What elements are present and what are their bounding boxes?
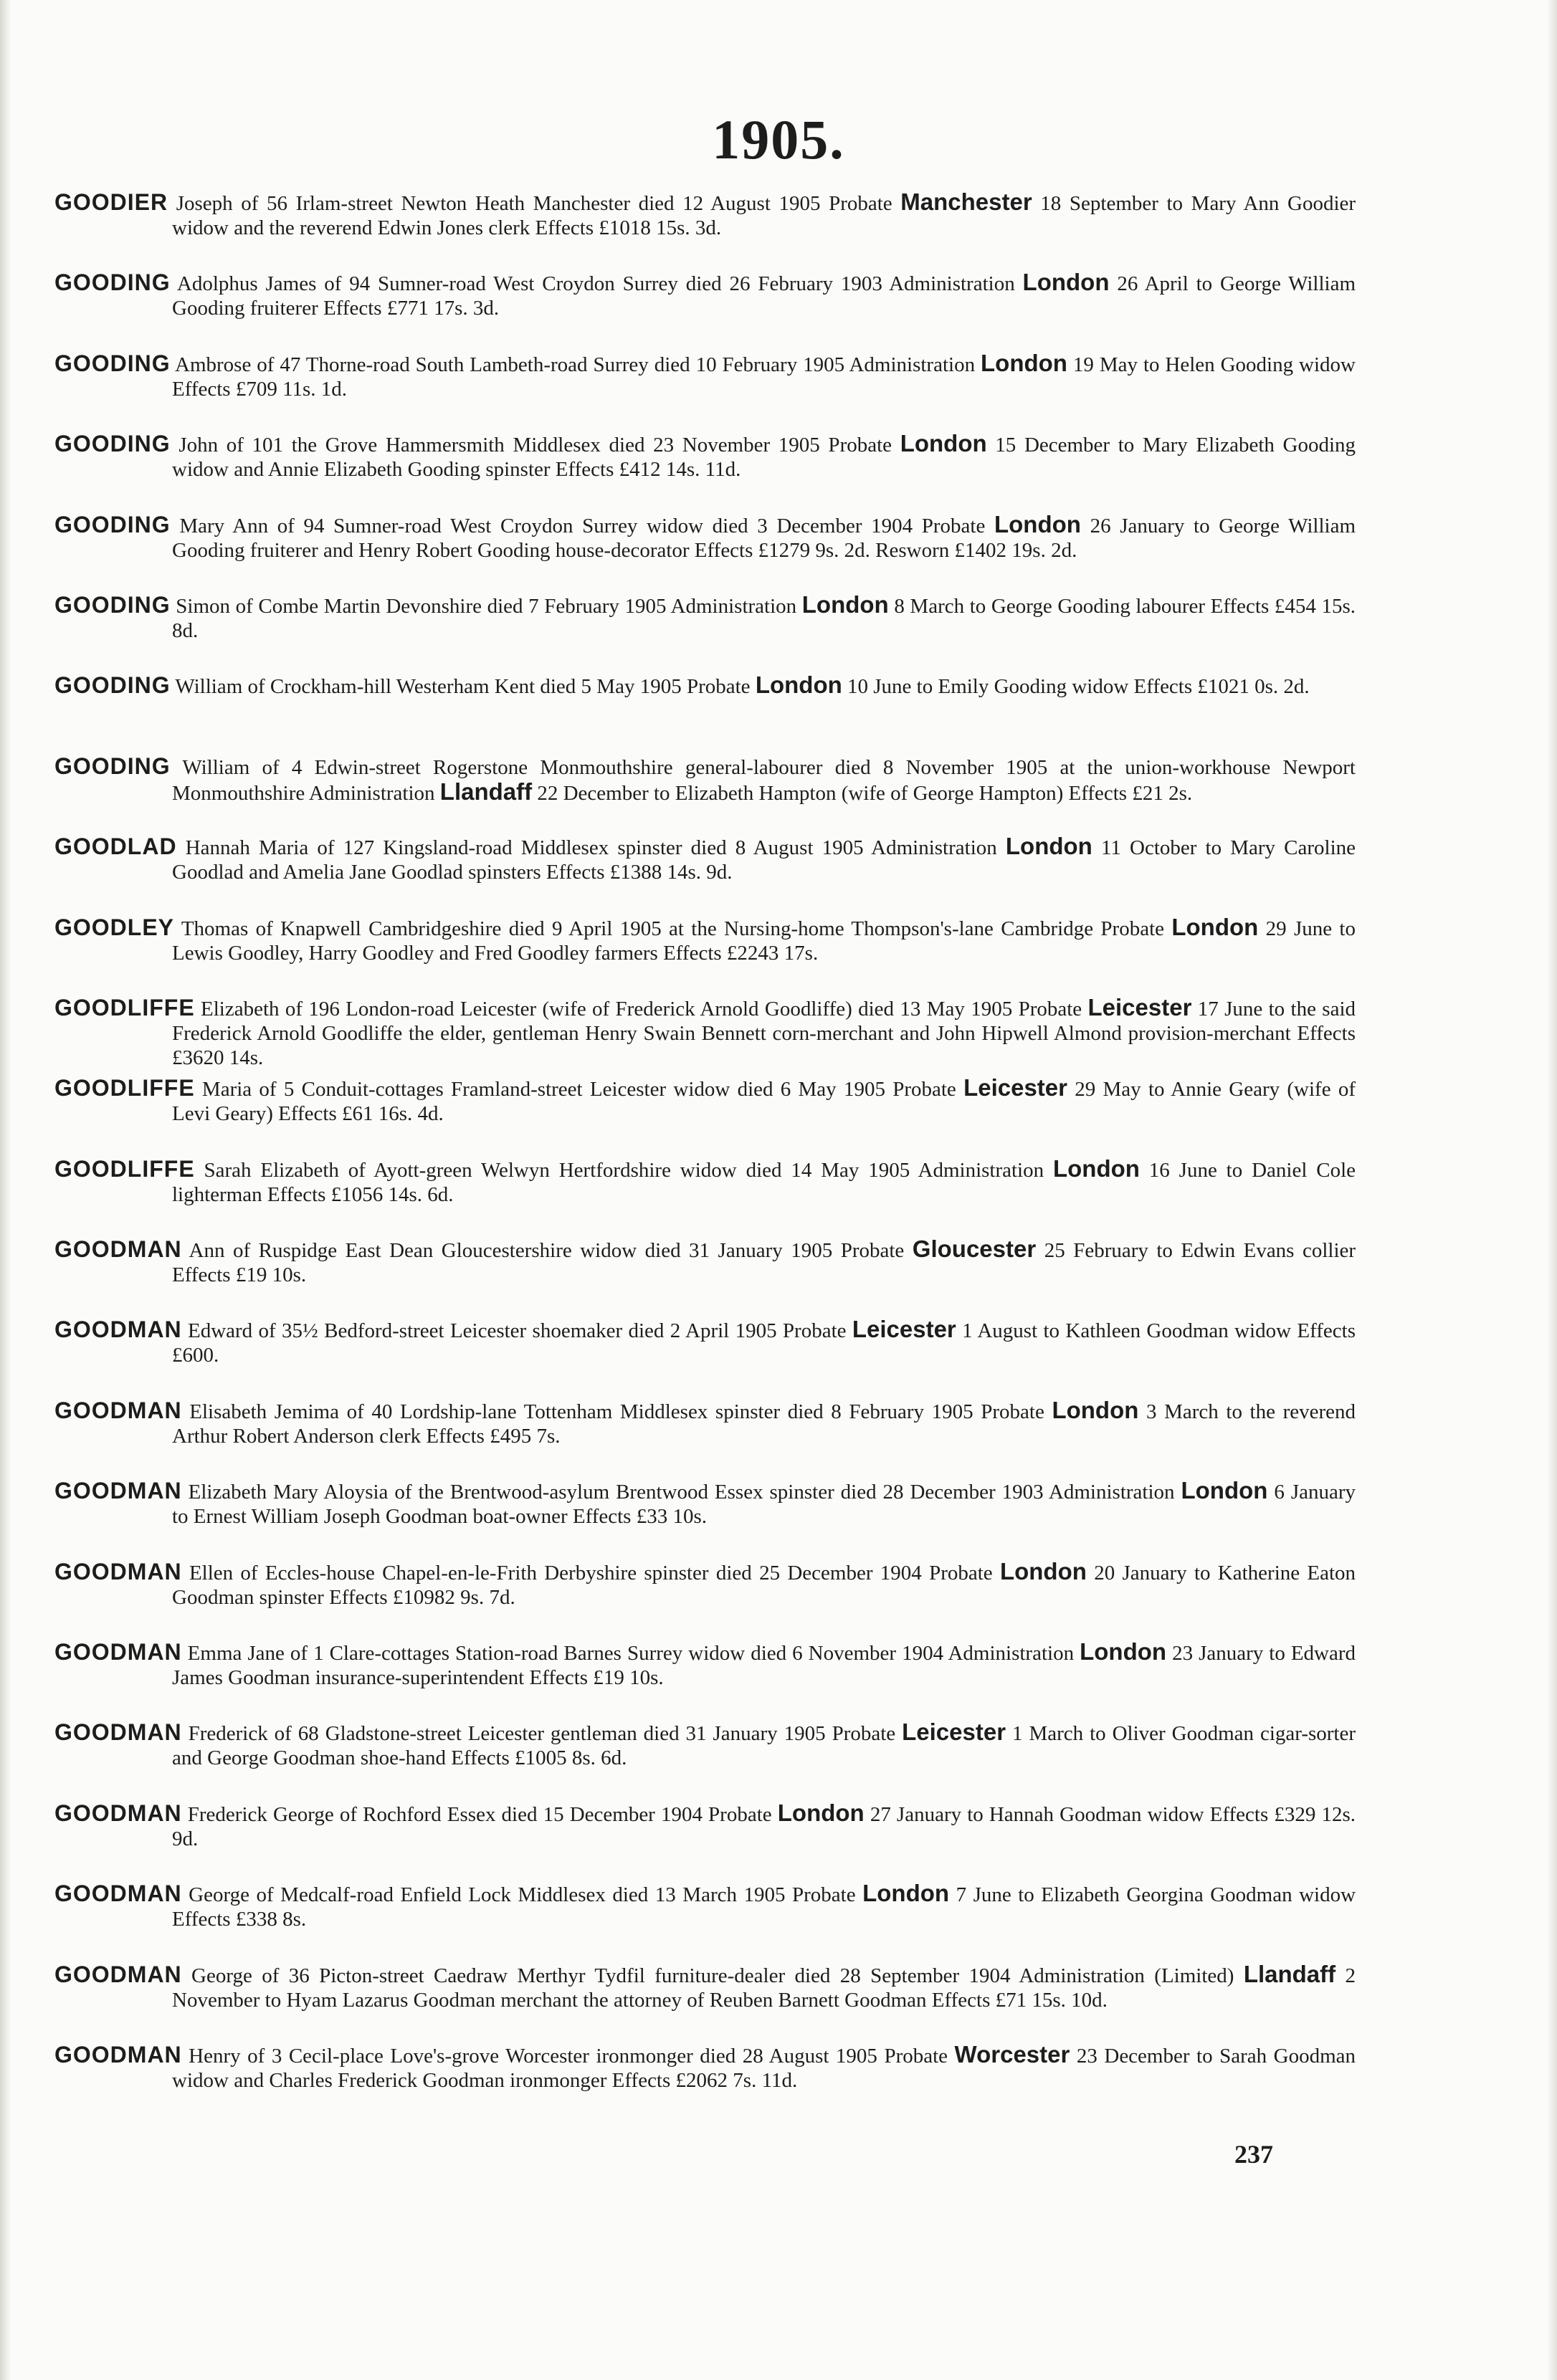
entry-grant-details: 18 September to Mary Ann Goodier widow and the reverend Edwin Jones clerk Effects £1018 15s. 3d. <box>172 192 1356 239</box>
entry-details: Elisabeth Jemima of 40 Lordship-lane Tottenham Middlesex spinster died 8 February 1905 Probate <box>189 1400 1044 1423</box>
entry-grant-details: 7 June to Elizabeth Georgina Goodman widow Effects £338 8s. <box>172 1883 1356 1931</box>
probate-entry-text <box>54 834 1356 884</box>
entry-details: William of 4 Edwin-street Rogerstone Monmouthshire general-labourer died 8 November 1905 at the union-workhouse Newport Monmouthshire Administration <box>172 755 1356 805</box>
probate-entry <box>54 1157 1356 1237</box>
entry-surname: GOODMAN <box>54 1478 182 1504</box>
entry-surname: GOODMAN <box>54 1961 182 1987</box>
entry-details: Thomas of Knapwell Cambridgeshire died 9 April 1905 at the Nursing-home Thompson's-lane Cambridge Probate <box>181 917 1165 940</box>
probate-entry-text <box>54 1962 1356 2012</box>
entry-details: George of 36 Picton-street Caedraw Merthyr Tydfil furniture-dealer died 28 September 1904 Administration (Limited) <box>191 1964 1234 1987</box>
probate-entry-text <box>54 1317 1356 1367</box>
entry-surname: GOODMAN <box>54 1719 182 1746</box>
entry-surname: GOODMAN <box>54 1639 182 1665</box>
probate-entry-text <box>54 351 1356 401</box>
entry-registry: London <box>981 349 1067 376</box>
entry-registry: London <box>999 1557 1087 1585</box>
page-edge-shadow-right <box>1547 0 1557 2380</box>
probate-entry-text <box>54 593 1356 643</box>
probate-entry-text <box>54 754 1356 806</box>
probate-entry-text <box>54 915 1356 965</box>
entry-grant-details: 11 October to Mary Caroline Goodlad and Amelia Jane Goodlad spinsters Effects £1388 14s. 9d. <box>172 836 1356 884</box>
probate-entry-text <box>54 1801 1356 1851</box>
probate-entry-text <box>54 1640 1356 1690</box>
probate-entry-text <box>54 1076 1356 1126</box>
entry-details: Sarah Elizabeth of Ayott-green Welwyn Hertfordshire widow died 14 May 1905 Administration <box>204 1158 1044 1182</box>
probate-entry-text <box>54 1478 1356 1529</box>
probate-entry <box>54 915 1356 995</box>
entry-details: William of Crockham-hill Westerham Kent died 5 May 1905 Probate <box>175 675 751 699</box>
probate-entry <box>54 512 1356 593</box>
entry-registry: London <box>777 1799 865 1826</box>
page-edge-shadow-left <box>0 0 11 2380</box>
entry-registry: London <box>1005 833 1092 860</box>
entry-grant-details: 27 January to Hannah Goodman widow Effects £329 12s. 9d. <box>172 1802 1356 1850</box>
probate-entry <box>54 1237 1356 1317</box>
entry-grant-details: 25 February to Edwin Evans collier Effects £19 10s. <box>172 1239 1356 1287</box>
entry-grant-details: 22 December to Elizabeth Hampton (wife of George Hampton) Effects £21 2s. <box>537 781 1193 805</box>
entry-registry: Worcester <box>954 2040 1070 2068</box>
entry-surname: GOODLIFFE <box>54 1075 195 1101</box>
probate-entry <box>54 1478 1356 1559</box>
probate-entry <box>54 754 1356 834</box>
probate-entry-text <box>54 995 1356 1070</box>
entry-surname: GOODMAN <box>54 1880 182 1907</box>
entry-grant-details: 16 June to Daniel Cole lighterman Effects £1056 14s. 6d. <box>172 1158 1356 1206</box>
entry-registry: Leicester <box>852 1316 956 1343</box>
entry-registry: Llandaff <box>439 778 533 805</box>
entry-registry: Leicester <box>1087 993 1192 1021</box>
probate-entry <box>54 270 1356 350</box>
entry-registry: Gloucester <box>912 1236 1037 1263</box>
probate-entry <box>54 1881 1356 1961</box>
probate-entry-text <box>54 1398 1356 1448</box>
entry-details: Ellen of Eccles-house Chapel-en-le-Frith Derbyshire spinster died 25 December 1904 Probate <box>189 1561 993 1585</box>
entry-surname: GOODING <box>54 350 171 376</box>
entry-surname: GOODLEY <box>54 914 175 940</box>
entry-registry: London <box>755 672 842 699</box>
page-year-heading: 1905. <box>712 108 845 171</box>
entry-grant-details: 20 January to Katherine Eaton Goodman spinster Effects £10982 9s. 7d. <box>172 1561 1356 1609</box>
entry-registry: London <box>1080 1638 1167 1665</box>
probate-entry <box>54 1317 1356 1397</box>
entry-surname: GOODMAN <box>54 1316 182 1343</box>
entry-surname: GOODMAN <box>54 1236 182 1263</box>
entry-surname: GOODLIFFE <box>54 1155 195 1182</box>
entry-surname: GOODING <box>54 269 171 296</box>
entry-details: Ambrose of 47 Thorne-road South Lambeth-road Surrey died 10 February 1905 Administration <box>175 353 976 376</box>
probate-entry-text <box>54 1881 1356 1931</box>
probate-entry-text <box>54 1237 1356 1287</box>
entry-details: Emma Jane of 1 Clare-cottages Station-road Barnes Surrey widow died 6 November 1904 Administration <box>187 1642 1075 1665</box>
entry-details: Frederick of 68 Gladstone-street Leicester gentleman died 31 January 1905 Probate <box>188 1722 896 1746</box>
entry-grant-details: 29 May to Annie Geary (wife of Levi Geary) Effects £61 16s. 4d. <box>172 1078 1356 1126</box>
entry-registry: London <box>862 1880 950 1907</box>
entry-details: Ann of Ruspidge East Dean Gloucestershire widow died 31 January 1905 Probate <box>189 1239 905 1263</box>
entry-grant-details: 2 November to Hyam Lazarus Goodman merchant the attorney of Reuben Barnett Goodman Effects £71 15s. 10d. <box>172 1964 1356 2012</box>
entry-surname: GOODMAN <box>54 1558 182 1585</box>
probate-entry-text <box>54 190 1356 240</box>
entry-surname: GOODING <box>54 752 171 779</box>
entry-grant-details: 26 January to George William Gooding fruiterer and Henry Robert Gooding house-decorator Effects £1279 9s. 2d. Resworn £1402 19s. 2d. <box>172 514 1356 562</box>
page-number: 237 <box>1234 2140 1273 2169</box>
probate-entry <box>54 190 1356 270</box>
entry-surname: GOODING <box>54 591 171 618</box>
entry-details: Mary Ann of 94 Sumner-road West Croydon Surrey widow died 3 December 1904 Probate <box>179 514 986 537</box>
entry-registry: London <box>1052 1155 1140 1182</box>
entry-details: Joseph of 56 Irlam-street Newton Heath Manchester died 12 August 1905 Probate <box>176 192 892 215</box>
probate-entry <box>54 995 1356 1076</box>
entry-surname: GOODING <box>54 431 171 457</box>
entry-grant-details: 17 June to the said Frederick Arnold Goodliffe the elder, gentleman Henry Swain Bennett corn-merchant and John Hipwell Almond provision-merchant Effects £3620 14s. <box>172 997 1356 1069</box>
probate-entry <box>54 1076 1356 1156</box>
entry-grant-details: 19 May to Helen Gooding widow Effects £709 11s. 1d. <box>172 353 1356 401</box>
entry-surname: GOODLAD <box>54 833 177 860</box>
probate-entry-text <box>54 1157 1356 1207</box>
entry-registry: London <box>1171 913 1259 940</box>
probate-entry-text <box>54 431 1356 482</box>
entry-grant-details: 1 March to Oliver Goodman cigar-sorter and George Goodman shoe-hand Effects £1005 8s. 6d. <box>172 1722 1356 1770</box>
probate-entry <box>54 1962 1356 2042</box>
entry-registry: London <box>1052 1396 1139 1423</box>
entry-surname: GOODIER <box>54 189 168 215</box>
entry-surname: GOODLIFFE <box>54 994 195 1021</box>
probate-entry <box>54 431 1356 512</box>
probate-entry <box>54 1398 1356 1478</box>
entry-details: Adolphus James of 94 Sumner-road West Croydon Surrey died 26 February 1903 Administration <box>176 272 1015 296</box>
probate-entry-text <box>54 270 1356 320</box>
entry-registry: London <box>900 430 987 457</box>
probate-entry <box>54 1559 1356 1640</box>
entry-registry: Leicester <box>963 1074 1067 1101</box>
probate-entry <box>54 351 1356 431</box>
probate-entry-text <box>54 1559 1356 1610</box>
entry-grant-details: 10 June to Emily Gooding widow Effects £1021 0s. 2d. <box>847 675 1310 699</box>
probate-entry <box>54 593 1356 673</box>
probate-entry <box>54 2042 1356 2123</box>
entry-grant-details: 29 June to Lewis Goodley, Harry Goodley and Fred Goodley farmers Effects £2243 17s. <box>172 917 1356 965</box>
entry-registry: London <box>1181 1477 1268 1504</box>
entry-registry: London <box>994 510 1081 537</box>
entry-details: George of Medcalf-road Enfield Lock Middlesex died 13 March 1905 Probate <box>189 1883 856 1907</box>
probate-entry-text <box>54 512 1356 563</box>
entry-details: Frederick George of Rochford Essex died 15 December 1904 Probate <box>187 1802 772 1826</box>
entry-registry: London <box>801 591 889 618</box>
entry-surname: GOODMAN <box>54 1397 182 1423</box>
entry-grant-details: 23 January to Edward James Goodman insurance-superintendent Effects £19 10s. <box>172 1642 1356 1690</box>
probate-entry <box>54 673 1356 753</box>
entry-registry: Manchester <box>900 188 1032 215</box>
entry-details: Elizabeth Mary Aloysia of the Brentwood-asylum Brentwood Essex spinster died 28 December 1903 Administration <box>188 1481 1175 1504</box>
entry-grant-details: 23 December to Sarah Goodman widow and Charles Frederick Goodman ironmonger Effects £2062 7s. 11d. <box>172 2044 1356 2092</box>
probate-entry-list <box>54 190 1356 2123</box>
entry-grant-details: 8 March to George Gooding labourer Effects £454 15s. 8d. <box>172 594 1356 642</box>
entry-grant-details: 6 January to Ernest William Joseph Goodman boat-owner Effects £33 10s. <box>172 1481 1356 1529</box>
entry-details: John of 101 the Grove Hammersmith Middlesex died 23 November 1905 Probate <box>178 434 892 457</box>
entry-surname: GOODMAN <box>54 2041 182 2068</box>
probate-entry-text <box>54 1720 1356 1770</box>
entry-grant-details: 1 August to Kathleen Goodman widow Effects £600. <box>172 1319 1356 1367</box>
entry-surname: GOODMAN <box>54 1800 182 1826</box>
entry-surname: GOODING <box>54 511 171 537</box>
entry-details: Maria of 5 Conduit-cottages Framland-street Leicester widow died 6 May 1905 Probate <box>201 1078 956 1101</box>
probate-entry <box>54 834 1356 914</box>
entry-surname: GOODING <box>54 672 171 699</box>
probate-entry-text <box>54 673 1356 699</box>
entry-details: Henry of 3 Cecil-place Love's-grove Worcester ironmonger died 28 August 1905 Probate <box>189 2044 948 2068</box>
entry-registry: Leicester <box>902 1719 1006 1746</box>
probate-entry <box>54 1720 1356 1800</box>
entry-grant-details: 26 April to George William Gooding fruiterer Effects £771 17s. 3d. <box>172 272 1356 320</box>
probate-entry <box>54 1640 1356 1720</box>
probate-entry <box>54 1801 1356 1881</box>
entry-details: Simon of Combe Martin Devonshire died 7 February 1905 Administration <box>176 594 797 618</box>
entry-registry: London <box>1022 269 1110 296</box>
entry-registry: Llandaff <box>1243 1960 1336 1987</box>
probate-entry-text <box>54 2042 1356 2093</box>
entry-details: Elizabeth of 196 London-road Leicester (wife of Frederick Arnold Goodliffe) died 13 May 1905 Probate <box>201 997 1082 1021</box>
entry-grant-details: 3 March to the reverend Arthur Robert Anderson clerk Effects £495 7s. <box>172 1400 1356 1448</box>
entry-details: Edward of 35½ Bedford-street Leicester shoemaker died 2 April 1905 Probate <box>188 1319 847 1343</box>
entry-details: Hannah Maria of 127 Kingsland-road Middlesex spinster died 8 August 1905 Administration <box>185 836 997 860</box>
entry-grant-details: 15 December to Mary Elizabeth Gooding widow and Annie Elizabeth Gooding spinster Effects £412 14s. 11d. <box>172 434 1356 482</box>
